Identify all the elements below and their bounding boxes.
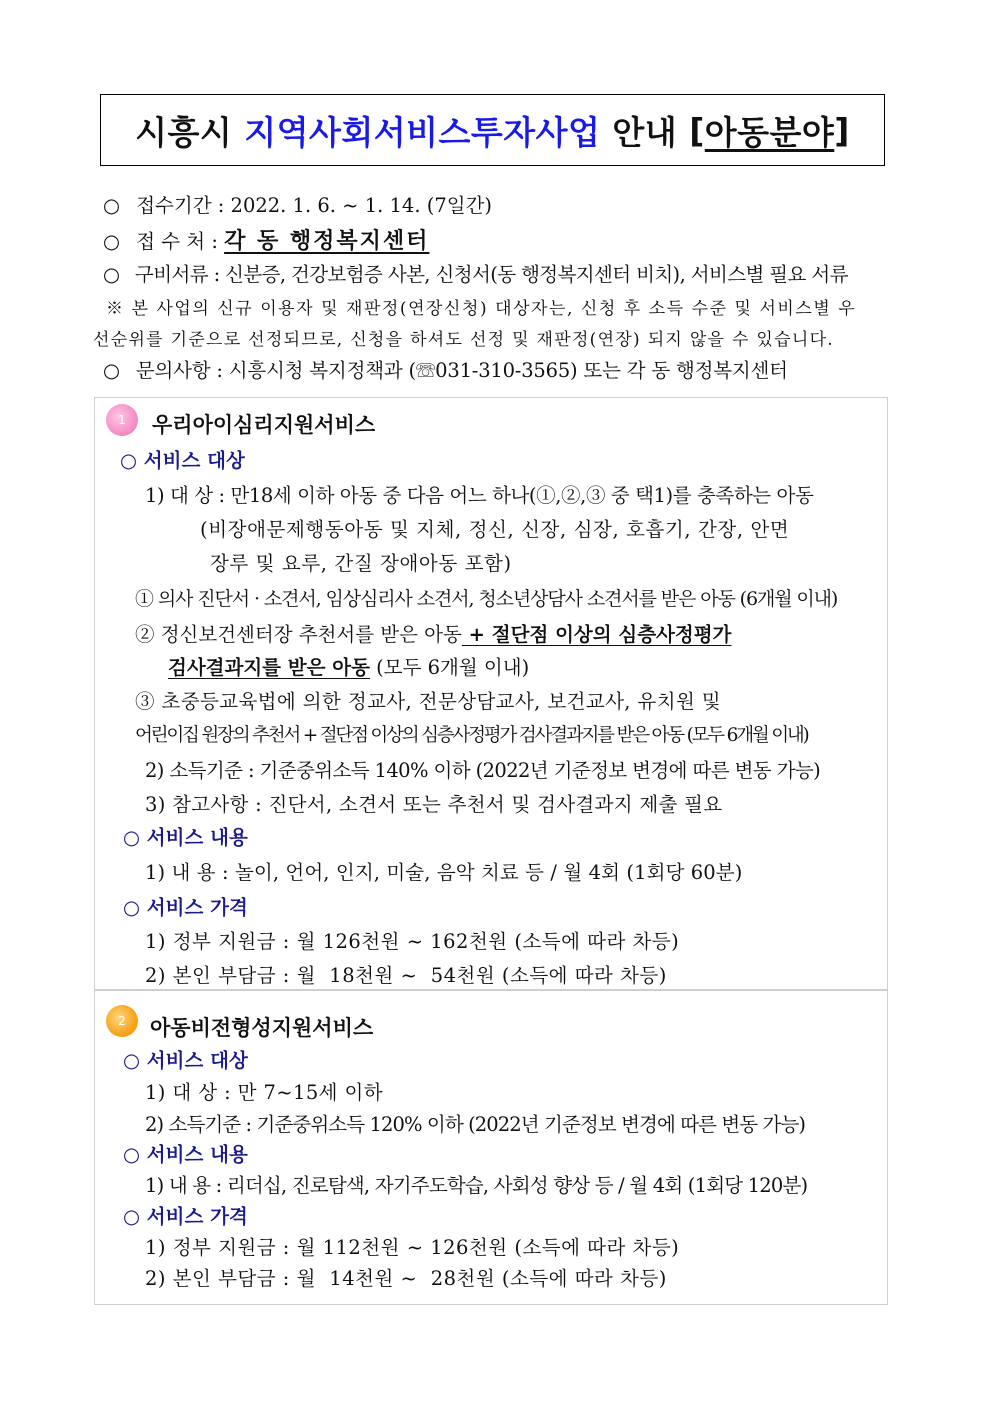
place-line	[103, 228, 429, 255]
s2-price-line-1: 1) 정부 지원금 : 월 112천원 ~ 126천원 (소득에 따라 차등)	[145, 1236, 680, 1259]
s2-income: 2) 소득기준 : 기준중위소득 120% 이하 (2022년 기준정보 변경에 따른 변동 가능)	[145, 1113, 806, 1136]
period-marker: ○	[103, 194, 121, 217]
s1-content-line: 1) 내 용 : 놀이, 언어, 인지, 미술, 음악 치료 등 / 월 4회 (1회당 60분)	[145, 861, 743, 884]
s1-target-line-3: 장루 및 요루, 간질 장애아동 포함)	[210, 552, 512, 575]
section-title-1: 우리아이심리지원서비스	[152, 413, 376, 437]
period-line	[103, 193, 492, 219]
s1-criterion-1: ① 의사 진단서 · 소견서, 임상심리사 소견서, 청소년상담사 소견서를 받은 아동 (6개월 이내)	[135, 588, 838, 610]
section-number-1: 1	[106, 404, 138, 436]
contact-text: 문의사항 : 시흥시청 복지정책과 (☏031-310-3565) 또는 각 동 행정복지센터	[135, 359, 788, 382]
title-bracket-open: [	[689, 110, 705, 150]
s2-target-line-1: 1) 대 상 : 만 7~15세 이하	[145, 1081, 383, 1104]
place-value: 각 동 행정복지센터	[224, 228, 430, 254]
note-line-2: 선순위를 기준으로 선정되므로, 신청을 하셔도 선정 및 재판정(연장) 되지 않을 수 있습니다.	[93, 330, 835, 350]
section-number-2: 2	[106, 1005, 138, 1037]
title-city: 시흥시	[135, 112, 233, 152]
docs-marker: ○	[103, 263, 120, 286]
section-title-2: 아동비전형성지원서비스	[150, 1016, 374, 1040]
s1-price-line-2: 2) 본인 부담금 : 월 18천원 ~ 54천원 (소득에 따라 차등)	[145, 964, 667, 987]
title-guide: 안내	[612, 112, 678, 152]
s1-income: 2) 소득기준 : 기준중위소득 140% 이하 (2022년 기준정보 변경에 따른 변동 가능)	[145, 759, 821, 782]
s1-target-line-1: 1) 대 상 : 만18세 이하 아동 중 다음 어느 하나(①,②,③ 중 택1)를 충족하는 아동	[145, 484, 814, 507]
s1-criterion-2-cont	[168, 655, 529, 681]
s2-price-line-2: 2) 본인 부담금 : 월 14천원 ~ 28천원 (소득에 따라 차등)	[145, 1267, 667, 1290]
s2-content-line: 1) 내 용 : 리더십, 진로탐색, 자기주도학습, 사회성 향상 등 / 월 4회 (1회당 120분)	[145, 1174, 808, 1197]
docs-line	[103, 262, 848, 288]
contact-line	[103, 358, 788, 384]
s1-criterion-2-b: + 절단점 이상의 심층사정평가	[461, 623, 732, 646]
s2-price-heading: ○ 서비스 가격	[123, 1205, 248, 1228]
s1-criterion-3-b: 어린이집 원장의 추천서 + 절단점 이상의 심층사정평가 검사결과지를 받은 아동 (모두 6개월 이내)	[135, 725, 808, 746]
note-line-1: ※ 본 사업의 신규 이용자 및 재판정(연장신청) 대상자는, 신청 후 소득 수준 및 서비스별 우	[106, 299, 857, 319]
s1-price-heading: ○ 서비스 가격	[123, 896, 248, 919]
s2-content-heading: ○ 서비스 내용	[123, 1143, 248, 1166]
s1-criterion-2-d: (모두 6개월 이내)	[369, 656, 530, 679]
place-label: 접 수 처 :	[136, 230, 225, 253]
page-title	[100, 94, 885, 166]
s1-target-heading: ○ 서비스 대상	[120, 449, 245, 472]
title-program: 지역사회서비스투자사업	[244, 112, 601, 152]
docs-text: 구비서류 : 신분증, 건강보험증 사본, 신청서(동 행정복지센터 비치), 서비스별 필요 서류	[135, 263, 848, 286]
s1-target-line-2: (비장애문제행동아동 및 지체, 정신, 신장, 심장, 호흡기, 간장, 안면	[200, 518, 790, 541]
s1-content-heading: ○ 서비스 내용	[123, 826, 248, 849]
s1-criterion-3-a: ③ 초중등교육법에 의한 정교사, 전문상담교사, 보건교사, 유치원 및	[135, 690, 722, 713]
place-marker: ○	[103, 230, 121, 253]
title-category: 아동분야	[704, 112, 835, 152]
s1-criterion-2-a: ② 정신보건센터장 추천서를 받은 아동	[135, 623, 462, 646]
s1-criterion-2-c: 검사결과지를 받은 아동	[168, 656, 370, 679]
s1-price-line-1: 1) 정부 지원금 : 월 126천원 ~ 162천원 (소득에 따라 차등)	[145, 930, 680, 953]
s1-criterion-2	[135, 622, 731, 648]
contact-marker: ○	[103, 359, 120, 382]
title-bracket-close: ]	[834, 110, 850, 150]
s2-target-heading: ○ 서비스 대상	[123, 1049, 248, 1072]
s1-reference: 3) 참고사항 : 진단서, 소견서 또는 추천서 및 검사결과지 제출 필요	[145, 793, 723, 816]
period-text: 접수기간 : 2022. 1. 6. ~ 1. 14. (7일간)	[136, 194, 493, 217]
